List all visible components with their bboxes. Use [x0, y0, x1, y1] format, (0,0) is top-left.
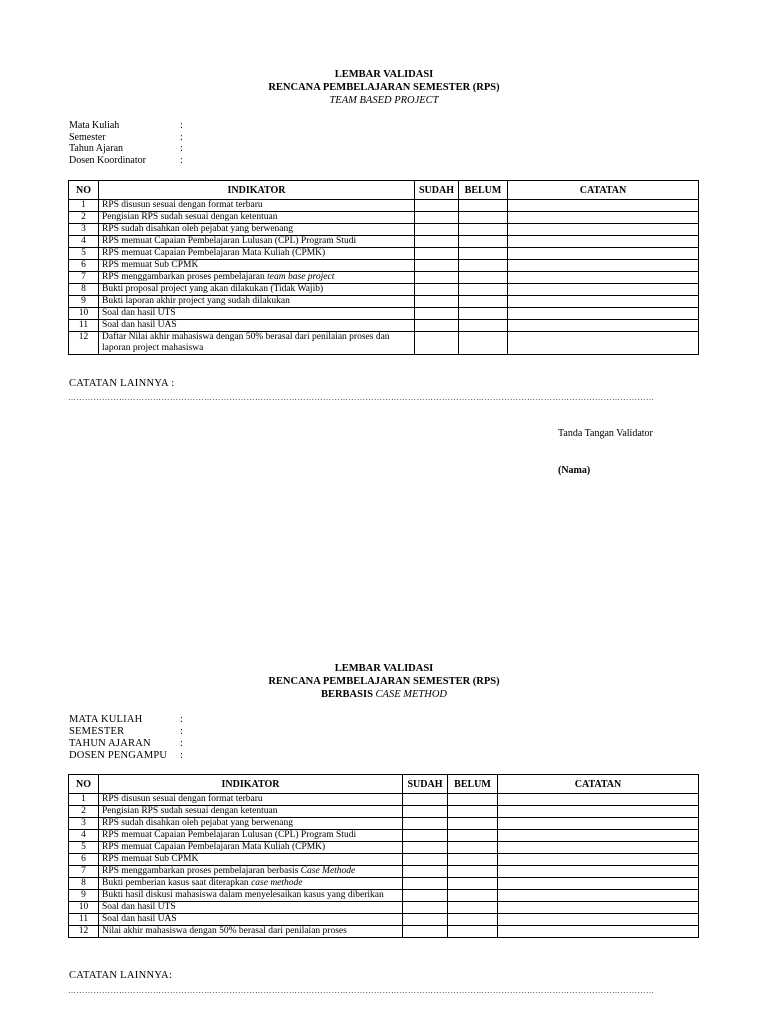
row-indikator	[99, 794, 403, 806]
form2-field-semester: SEMESTER :	[69, 726, 184, 737]
belum-cell[interactable]	[448, 890, 498, 902]
catatan-cell[interactable]	[498, 806, 699, 818]
sudah-cell[interactable]	[403, 830, 448, 842]
sudah-cell[interactable]	[415, 200, 459, 212]
row-indikator	[99, 890, 403, 902]
catatan-cell[interactable]	[498, 890, 699, 902]
row-number: 5	[69, 842, 99, 854]
indikator-text: Bukti hasil diskusi mahasiswa dalam menyelesaikan kasus yang diberikan	[102, 890, 384, 900]
row-indikator	[99, 224, 415, 236]
indikator-text: Daftar Nilai akhir mahasiswa dengan 50% berasal dari penilaian proses dan laporan project mahasiswa	[102, 332, 390, 353]
indikator-text: Bukti pemberian kasus saat diterapkan	[102, 878, 252, 888]
table-row	[69, 914, 699, 926]
row-number: 2	[69, 806, 99, 818]
table-row	[69, 806, 699, 818]
row-number: 10	[69, 902, 99, 914]
row-number: 6	[69, 260, 99, 272]
form2-title-line3: BERBASIS CASE METHOD	[320, 689, 448, 700]
catatan-cell[interactable]	[508, 248, 699, 260]
row-number: 1	[69, 794, 99, 806]
form2-catatan-lainnya: CATATAN LAINNYA:	[69, 970, 173, 981]
sudah-cell[interactable]	[415, 332, 459, 355]
catatan-cell[interactable]	[508, 272, 699, 284]
belum-cell[interactable]	[459, 296, 508, 308]
belum-cell[interactable]	[459, 284, 508, 296]
header-belum: BELUM	[448, 775, 498, 794]
row-indikator	[99, 842, 403, 854]
row-number: 9	[69, 296, 99, 308]
form1-field-semester: Semester :	[69, 131, 183, 143]
belum-cell[interactable]	[448, 878, 498, 890]
belum-cell[interactable]	[448, 926, 498, 938]
row-number: 11	[69, 914, 99, 926]
table-row	[69, 890, 699, 902]
table-row	[69, 878, 699, 890]
form2-validation-table	[68, 774, 699, 938]
form1-title-line3: TEAM BASED PROJECT	[329, 95, 439, 106]
sudah-cell[interactable]	[403, 890, 448, 902]
form1-field-mata-kuliah: Mata Kuliah :	[69, 120, 183, 131]
indikator-text: RPS memuat Capaian Pembelajaran Mata Kuliah (CPMK)	[102, 248, 326, 258]
row-indikator	[99, 236, 415, 248]
row-number: 12	[69, 332, 99, 355]
catatan-cell[interactable]	[508, 332, 699, 355]
indikator-text: RPS memuat Sub CPMK	[102, 260, 199, 270]
row-number: 7	[69, 866, 99, 878]
belum-cell[interactable]	[459, 236, 508, 248]
catatan-cell[interactable]	[508, 200, 699, 212]
belum-cell[interactable]	[459, 224, 508, 236]
table-row	[69, 212, 699, 224]
row-indikator	[99, 284, 415, 296]
indikator-text: Soal dan hasil UTS	[102, 902, 176, 912]
catatan-cell[interactable]	[508, 308, 699, 320]
indikator-text: RPS memuat Capaian Pembelajaran Lulusan (CPL) Program Studi	[102, 236, 357, 246]
row-number: 12	[69, 926, 99, 938]
form1-title-line2: RENCANA PEMBELAJARAN SEMESTER (RPS)	[268, 82, 500, 93]
row-number: 3	[69, 818, 99, 830]
catatan-cell[interactable]	[498, 866, 699, 878]
sudah-cell[interactable]	[415, 260, 459, 272]
header-sudah: SUDAH	[415, 181, 459, 200]
row-number: 4	[69, 830, 99, 842]
header-indikator: INDIKATOR	[99, 181, 415, 200]
sudah-cell[interactable]	[403, 878, 448, 890]
header-catatan: CATATAN	[508, 181, 699, 200]
table-row	[69, 830, 699, 842]
row-indikator	[99, 902, 403, 914]
form1-validation-table	[68, 180, 699, 355]
row-indikator	[99, 854, 403, 866]
sudah-cell[interactable]	[403, 806, 448, 818]
sudah-cell[interactable]	[415, 308, 459, 320]
indikator-text: RPS sudah disahkan oleh pejabat yang berwenang	[102, 224, 294, 234]
indikator-text: RPS menggambarkan proses pembelajaran	[102, 272, 268, 282]
belum-cell[interactable]	[459, 248, 508, 260]
catatan-cell[interactable]	[498, 830, 699, 842]
form1-title-line1: LEMBAR VALIDASI	[334, 69, 434, 80]
signature-label: Tanda Tangan Validator	[558, 428, 653, 439]
belum-cell[interactable]	[459, 320, 508, 332]
sudah-cell[interactable]	[415, 284, 459, 296]
indikator-emphasis: Case Methode	[300, 866, 356, 876]
belum-cell[interactable]	[459, 212, 508, 224]
catatan-cell[interactable]	[508, 320, 699, 332]
sudah-cell[interactable]	[403, 926, 448, 938]
indikator-text: RPS sudah disahkan oleh pejabat yang berwenang	[102, 818, 294, 828]
indikator-emphasis: team base project	[267, 272, 335, 282]
table-row	[69, 224, 699, 236]
row-indikator	[99, 272, 415, 284]
form2-field-tahun-ajaran: TAHUN AJARAN :	[69, 738, 184, 749]
catatan-cell[interactable]	[498, 902, 699, 914]
row-number: 8	[69, 284, 99, 296]
row-indikator	[99, 212, 415, 224]
sudah-cell[interactable]	[403, 902, 448, 914]
form2-field-dosen-pengampu: DOSEN PENGAMPU :	[69, 750, 184, 761]
sudah-cell[interactable]	[415, 272, 459, 284]
row-number: 6	[69, 854, 99, 866]
indikator-text: Bukti laporan akhir project yang sudah dilakukan	[102, 296, 290, 306]
form1-table-header	[69, 181, 699, 200]
row-indikator	[99, 260, 415, 272]
form1-catatan-lainnya: CATATAN LAINNYA :	[69, 378, 175, 389]
indikator-text: Nilai akhir mahasiswa dengan 50% berasal dari penilaian proses	[102, 926, 347, 936]
belum-cell[interactable]	[448, 914, 498, 926]
row-indikator	[99, 248, 415, 260]
sudah-cell[interactable]	[415, 320, 459, 332]
indikator-text: RPS disusun sesuai dengan format terbaru	[102, 200, 263, 210]
catatan-cell[interactable]	[508, 236, 699, 248]
table-row	[69, 818, 699, 830]
form2-meta-fields	[69, 714, 183, 762]
catatan-cell[interactable]	[498, 926, 699, 938]
belum-cell[interactable]	[448, 830, 498, 842]
row-number: 4	[69, 236, 99, 248]
row-number: 1	[69, 200, 99, 212]
form2-notes-line[interactable]: ………………………………………………………………………………………………………………………………………………………………………………………	[68, 986, 655, 995]
header-catatan: CATATAN	[498, 775, 699, 794]
indikator-text: RPS memuat Capaian Pembelajaran Mata Kuliah (CPMK)	[102, 842, 326, 852]
table-row	[69, 284, 699, 296]
row-indikator	[99, 818, 403, 830]
indikator-text: RPS memuat Sub CPMK	[102, 854, 199, 864]
sudah-cell[interactable]	[415, 236, 459, 248]
form1-field-tahun-ajaran: Tahun Ajaran :	[69, 143, 183, 154]
header-belum: BELUM	[459, 181, 508, 200]
indikator-text: Soal dan hasil UTS	[102, 308, 176, 318]
sudah-cell[interactable]	[403, 794, 448, 806]
validator-name: (Nama)	[558, 465, 591, 476]
catatan-cell[interactable]	[498, 818, 699, 830]
header-no: NO	[69, 181, 99, 200]
belum-cell[interactable]	[459, 200, 508, 212]
row-indikator	[99, 296, 415, 308]
catatan-cell[interactable]	[498, 914, 699, 926]
belum-cell[interactable]	[459, 332, 508, 355]
sudah-cell[interactable]	[415, 212, 459, 224]
table-row	[69, 926, 699, 938]
form2-table-header	[69, 775, 699, 794]
row-indikator	[99, 308, 415, 320]
row-indikator	[99, 926, 403, 938]
header-indikator: INDIKATOR	[99, 775, 403, 794]
indikator-emphasis: case methode	[251, 878, 303, 888]
row-number: 9	[69, 890, 99, 902]
row-number: 5	[69, 248, 99, 260]
table-row	[69, 794, 699, 806]
catatan-cell[interactable]	[508, 284, 699, 296]
table-row	[69, 902, 699, 914]
sudah-cell[interactable]	[415, 224, 459, 236]
table-row	[69, 320, 699, 332]
sudah-cell[interactable]	[403, 854, 448, 866]
indikator-text: RPS menggambarkan proses pembelajaran berbasis	[102, 866, 301, 876]
indikator-text: Soal dan hasil UAS	[102, 320, 177, 330]
table-row	[69, 854, 699, 866]
row-indikator	[99, 878, 403, 890]
indikator-text: RPS memuat Capaian Pembelajaran Lulusan (CPL) Program Studi	[102, 830, 357, 840]
form1-field-dosen-koordinator: Dosen Koordinator :	[69, 154, 183, 166]
form2-title-block	[0, 662, 768, 701]
catatan-cell[interactable]	[508, 296, 699, 308]
belum-cell[interactable]	[448, 866, 498, 878]
form2-title-line2: RENCANA PEMBELAJARAN SEMESTER (RPS)	[268, 676, 500, 687]
row-number: 11	[69, 320, 99, 332]
row-number: 2	[69, 212, 99, 224]
table-row	[69, 248, 699, 260]
sudah-cell[interactable]	[403, 842, 448, 854]
sudah-cell[interactable]	[403, 866, 448, 878]
catatan-cell[interactable]	[498, 842, 699, 854]
row-indikator	[99, 806, 403, 818]
form2-table-body	[69, 794, 699, 938]
table-row	[69, 866, 699, 878]
table-row	[69, 296, 699, 308]
belum-cell[interactable]	[448, 818, 498, 830]
row-indikator	[99, 332, 415, 355]
catatan-cell[interactable]	[498, 794, 699, 806]
indikator-text: Pengisian RPS sudah sesuai dengan ketentuan	[102, 212, 278, 222]
row-indikator	[99, 830, 403, 842]
belum-cell[interactable]	[448, 842, 498, 854]
indikator-text: Bukti proposal project yang akan dilakukan (Tidak Wajib)	[102, 284, 324, 294]
table-row	[69, 842, 699, 854]
row-number: 3	[69, 224, 99, 236]
sudah-cell[interactable]	[415, 248, 459, 260]
row-indikator	[99, 914, 403, 926]
header-no: NO	[69, 775, 99, 794]
catatan-cell[interactable]	[498, 878, 699, 890]
row-indikator	[99, 866, 403, 878]
row-number: 7	[69, 272, 99, 284]
belum-cell[interactable]	[448, 854, 498, 866]
header-sudah: SUDAH	[403, 775, 448, 794]
catatan-cell[interactable]	[508, 224, 699, 236]
indikator-text: Soal dan hasil UAS	[102, 914, 177, 924]
form2-title-line1: LEMBAR VALIDASI	[334, 663, 434, 674]
table-row	[69, 272, 699, 284]
table-row	[69, 260, 699, 272]
form2-field-mata-kuliah: MATA KULIAH :	[69, 714, 184, 725]
table-row	[69, 308, 699, 320]
indikator-text: RPS disusun sesuai dengan format terbaru	[102, 794, 263, 804]
belum-cell[interactable]	[459, 308, 508, 320]
sudah-cell[interactable]	[403, 818, 448, 830]
form1-meta-fields	[69, 120, 183, 166]
belum-cell[interactable]	[459, 260, 508, 272]
catatan-cell[interactable]	[508, 212, 699, 224]
belum-cell[interactable]	[448, 806, 498, 818]
row-indikator	[99, 200, 415, 212]
sudah-cell[interactable]	[403, 914, 448, 926]
table-row	[69, 332, 699, 355]
sudah-cell[interactable]	[415, 296, 459, 308]
row-number: 10	[69, 308, 99, 320]
row-number: 8	[69, 878, 99, 890]
belum-cell[interactable]	[448, 794, 498, 806]
form1-title-block	[0, 68, 768, 107]
catatan-cell[interactable]	[508, 260, 699, 272]
table-row	[69, 200, 699, 212]
belum-cell[interactable]	[448, 902, 498, 914]
form1-notes-line[interactable]: ………………………………………………………………………………………………………………………………………………………………………………………	[68, 393, 655, 402]
table-row	[69, 236, 699, 248]
indikator-text: Pengisian RPS sudah sesuai dengan ketentuan	[102, 806, 278, 816]
form1-table-body	[69, 200, 699, 355]
row-indikator	[99, 320, 415, 332]
belum-cell[interactable]	[459, 272, 508, 284]
catatan-cell[interactable]	[498, 854, 699, 866]
